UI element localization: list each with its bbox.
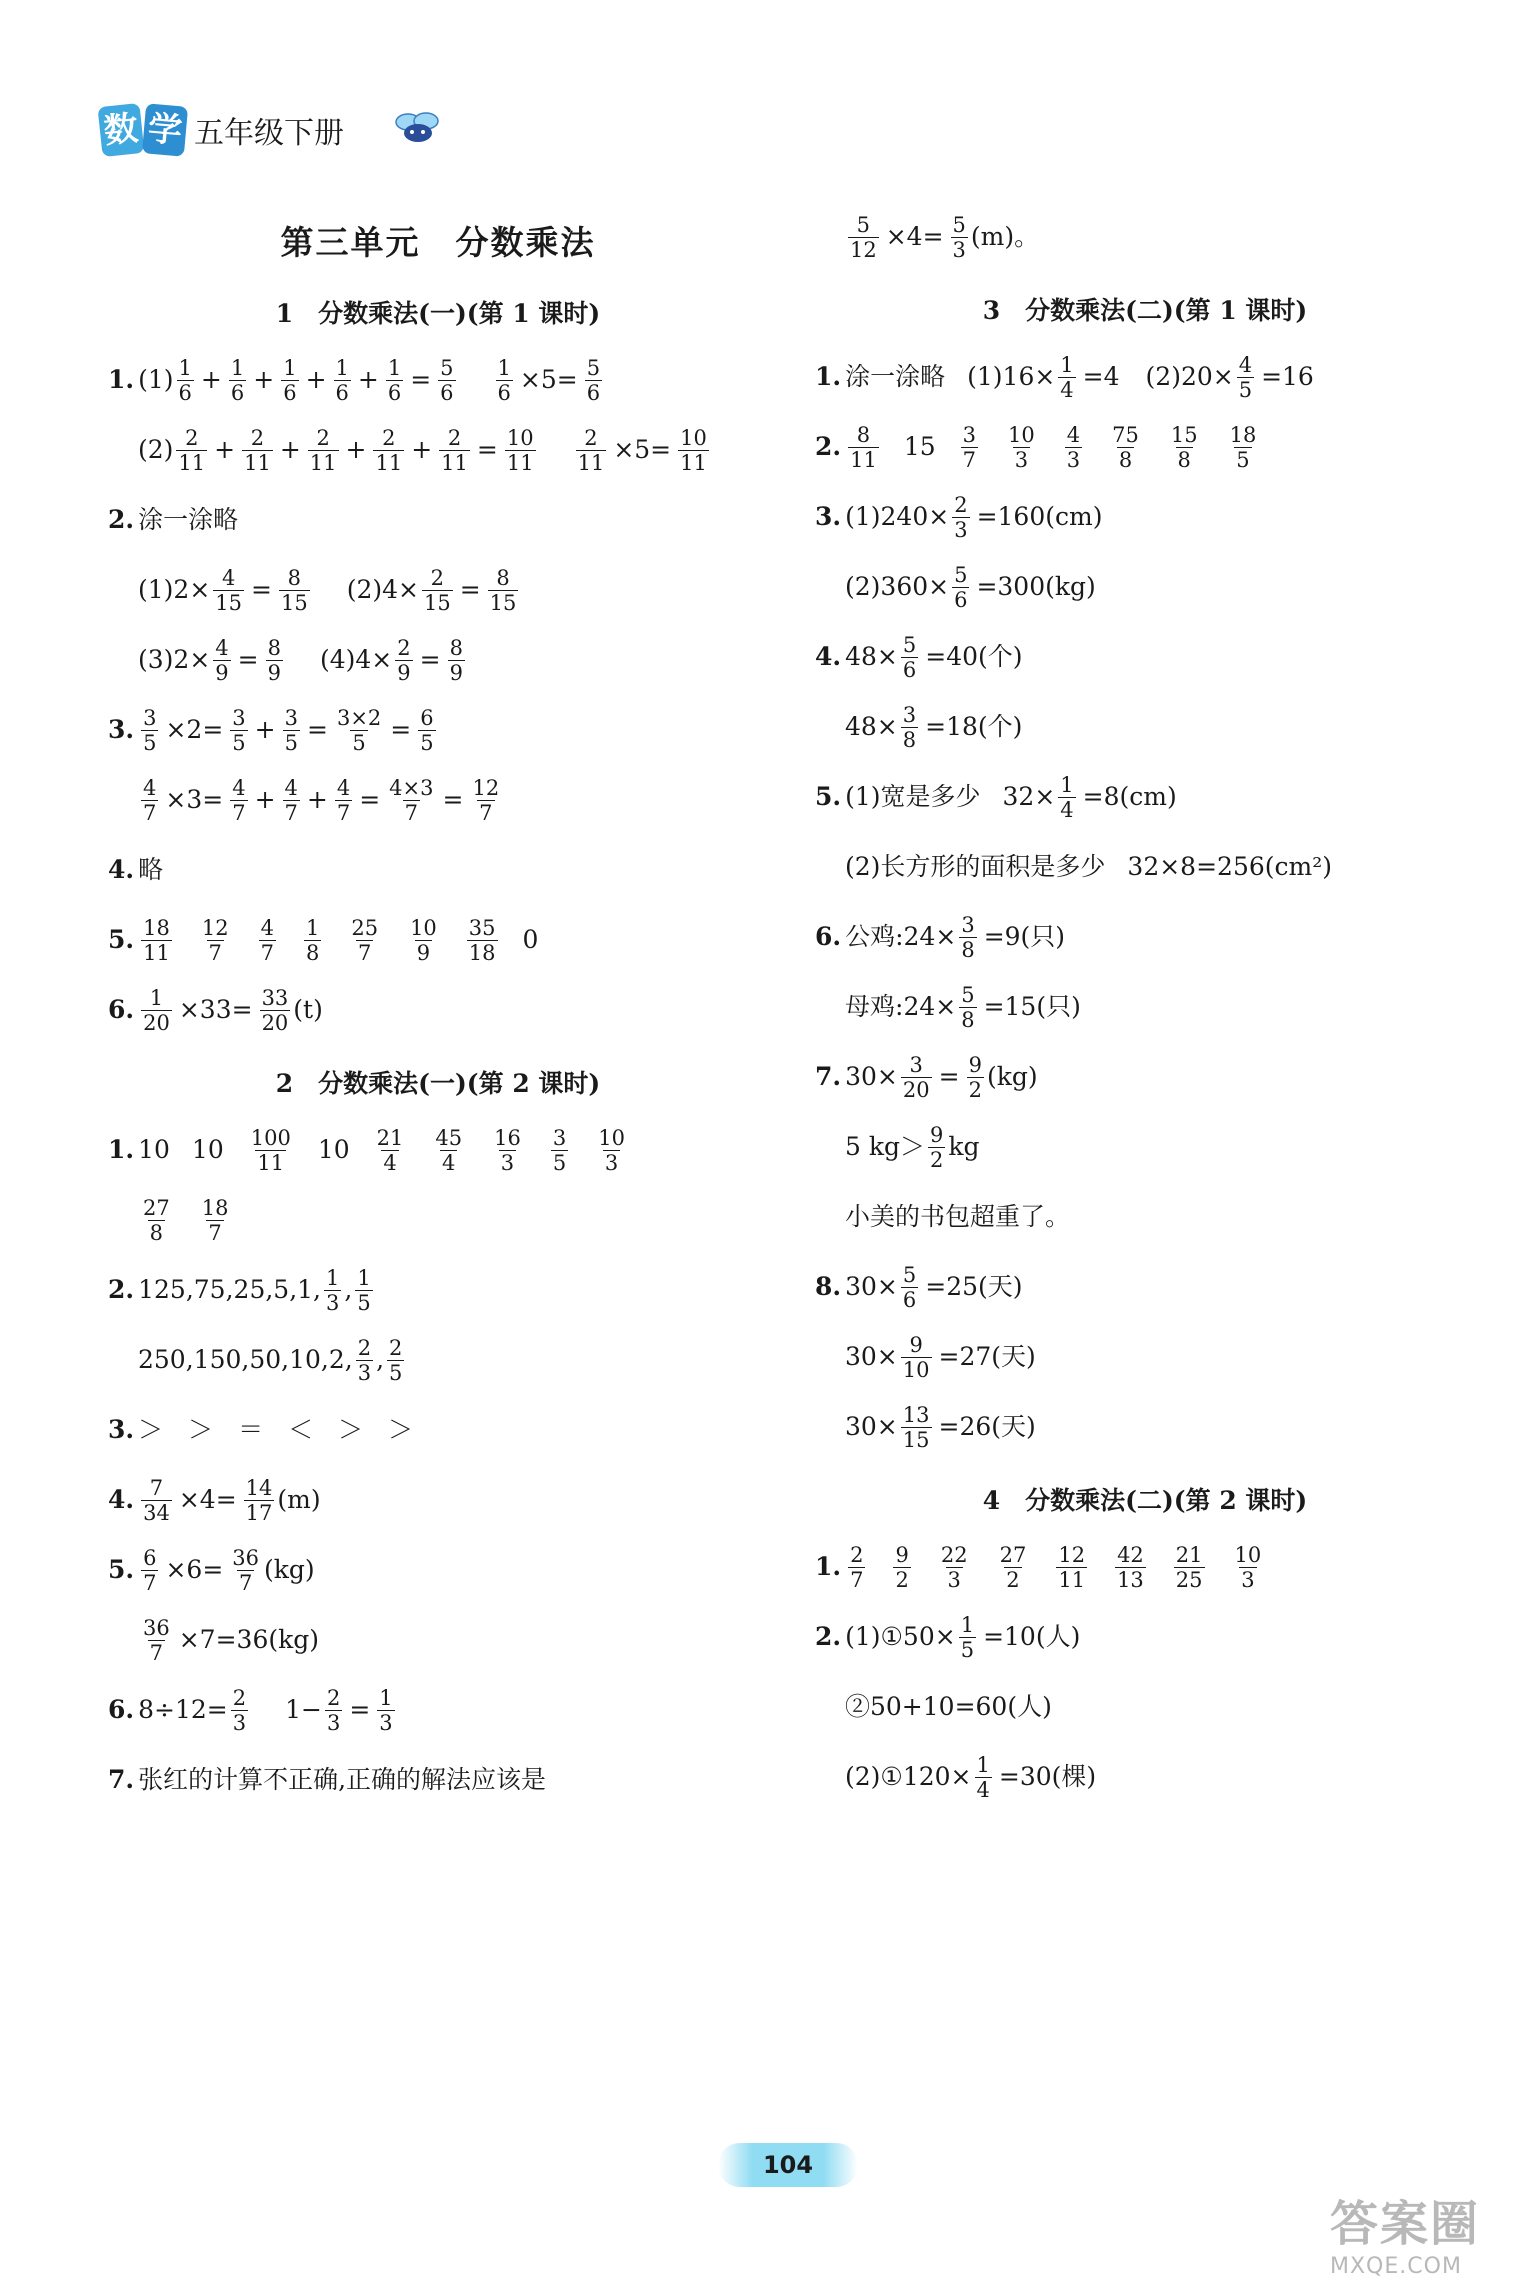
zhanghong-text: 张红的计算不正确,正确的解法应该是 <box>138 1765 547 1794</box>
answer-2-7: 7. 张红的计算不正确,正确的解法应该是 <box>108 1752 768 1808</box>
lesson-title-4: 4 分数乘法(二)(第 2 课时) <box>982 1486 1308 1515</box>
answer-3-7-a: 7. 30× $\frac{3}{20}$ = $\frac{9}{2}$ (kg) <box>815 1052 1038 1102</box>
left-column <box>108 205 768 1822</box>
area-text: (2)长方形的面积是多少 <box>845 852 1106 881</box>
tu-lue-text-2: 涂一涂略 <box>845 362 946 391</box>
answer-2-4: 4. $\frac{7}{34}$ ×4= $\frac{14}{17}$ (m) <box>108 1475 321 1525</box>
answer-2-7-cont: $\frac{5}{12}$ ×4= $\frac{5}{3}$ (m)。 <box>850 212 1040 262</box>
answer-6: 6. $\frac{1}{20}$ ×33= $\frac{33}{20}$ (t) <box>108 985 323 1035</box>
answer-3-1-q: 1. 涂一涂略 (1)16× $\frac{1}{4}$ =4 (2)20× $\frac{4}{5}$ =16 <box>815 352 1314 402</box>
answer-4-2-c: (2)①120× $\frac{1}{4}$ =30(棵) <box>845 1752 1097 1802</box>
brand-char-1: 数 <box>98 103 145 157</box>
answer-3-8-c: 30× $\frac{13}{15}$ =26(天) <box>845 1402 1036 1452</box>
grade-label: 五年级下册 <box>194 116 344 151</box>
answer-2-34: (3)2× $\frac{4}{9}$ = $\frac{8}{9}$ (4)4× $\frac{2}{9}$ = $\frac{8}{9}$ <box>138 635 463 685</box>
page-number: 104 <box>718 2143 858 2187</box>
lesson-title-3: 3 分数乘法(二)(第 1 课时) <box>982 296 1308 325</box>
answer-3-3-b: (2)360× $\frac{5}{6}$ =300(kg) <box>845 562 1096 612</box>
answer-3-3-a: 3. (1)240× $\frac{2}{3}$ =160(cm) <box>815 492 1103 542</box>
answer-4-2-b: ②50+10=60(人) <box>845 1692 1052 1721</box>
watermark-logo: 答案圈 <box>1330 2196 1481 2252</box>
answer-5: 5. 18 11 12 7 4 7 1 8 25 7 10 9 35 18 0 <box>108 915 539 965</box>
answer-2-6: 6. 8÷12= $\frac{2}{3}$ 1− $\frac{2}{3}$ = $\frac{1}{3}$ <box>108 1685 393 1735</box>
tu-lue-text: 涂一涂略 <box>138 505 239 534</box>
lesson-title-2: 2 分数乘法(一)(第 2 课时) <box>275 1069 601 1098</box>
answer-1-1: 1. (1) 1 6 + $\frac{1}{6}$ + $\frac{1}{6}$ + $\frac{1}{6}$ + $\frac{1}{6}$ = $\frac{5}{6}$ $\frac{1}{6}$ ×5= $\frac{5}{6}$ <box>108 355 601 405</box>
answer-4-1: 1. 2 7 9 2 22 3 27 2 12 11 42 13 21 25 10 3 <box>815 1542 1262 1592</box>
answer-2-5-b: $\frac{36}{7}$ ×7=36(kg) <box>143 1615 320 1665</box>
brand-char-2: 学 <box>142 103 188 156</box>
right-column <box>815 195 1475 1819</box>
answer-3-8-b: 30× $\frac{9}{10}$ =27(天) <box>845 1332 1036 1382</box>
answer-3-7-b: 5 kg＞ 9 2 kg <box>845 1122 980 1172</box>
answer-2-2-b: 250,150,50,10,2, 2 3 , 2 5 <box>138 1335 403 1385</box>
answer-2: 2. 涂一涂略 <box>108 492 768 548</box>
answer-3-4-b: 48× $\frac{3}{8}$ =18(个) <box>845 702 1023 752</box>
answer-3-7-c <box>815 1189 1475 1245</box>
hen-text: 母鸡: <box>845 992 904 1021</box>
lesson-title-1: 1 分数乘法(一)(第 1 课时) <box>275 299 601 328</box>
width-text: (1)宽是多少 <box>845 782 981 811</box>
answer-3-6-a: 6. 公鸡: 24× $\frac{3}{8}$ =9(只) <box>815 912 1066 962</box>
overweight-text: 小美的书包超重了。 <box>845 1202 1071 1231</box>
answer-4-2-a: 2. (1)①50× $\frac{1}{5}$ =10(人) <box>815 1612 1081 1662</box>
unit-title: 第三单元 分数乘法 <box>280 223 596 262</box>
book-brand <box>100 95 444 165</box>
answer-2-5-a: 5. $\frac{6}{7}$ ×6= $\frac{36}{7}$ (kg) <box>108 1545 315 1595</box>
answer-3-4-a: 4. 48× $\frac{5}{6}$ =40(个) <box>815 632 1023 682</box>
watermark <box>1330 2185 1480 2279</box>
answer-2-12: (1)2× $\frac{4}{15}$ = $\frac{8}{15}$ (2)4× $\frac{2}{15}$ = $\frac{8}{15}$ <box>138 565 517 615</box>
answer-4: 4. 略 <box>108 842 768 898</box>
answer-3-5-a: 5. (1)宽是多少 32× $\frac{1}{4}$ =8(cm) <box>815 772 1177 822</box>
rooster-text: 公鸡: <box>845 922 904 951</box>
answer-2-2-a: 2. 125,75,25,5,1, 1 3 , 1 5 <box>108 1265 371 1315</box>
lue-text: 略 <box>138 855 164 884</box>
answer-3-6-b: 母鸡: 24× $\frac{5}{8}$ =15(只) <box>845 982 1081 1032</box>
watermark-url: MXQE.COM <box>1330 2254 1462 2279</box>
answer-2-1-a: 1. 10 10 100 11 10 21 4 45 4 16 3 3 5 10 3 <box>108 1125 625 1175</box>
answer-3-8-a: 8. 30× $\frac{5}{6}$ =25(天) <box>815 1262 1023 1312</box>
answer-3-1: 3. $\frac{3}{5}$ ×2= $\frac{3}{5}$ + $\frac{3}{5}$ = $\frac{3\times 2}{5}$ = $\frac{6}{5}$ <box>108 705 434 755</box>
answer-3-2: $\frac{4}{7}$ ×3= $\frac{4}{7}$ + $\frac{4}{7}$ + $\frac{4}{7}$ = $\frac{4\times 3}{7}$ = $\frac{12}{7}$ <box>143 775 500 825</box>
answer-2-3: 3. ＞ ＞ ＝ ＜ ＞ ＞ <box>108 1415 414 1444</box>
answer-1-2: (2) 2 11 + $\frac{2}{11}$ + $\frac{2}{11}$ + $\frac{2}{11}$ + $\frac{2}{11}$ = $\frac{10}{11}$ $\frac{2}{11}$ ×5= $\frac{10}{11}$ <box>138 425 707 475</box>
answer-3-2-q: 2. 8 11 15 3 7 10 3 4 3 75 8 15 8 18 5 <box>815 422 1257 472</box>
answer-3-5-b: (2)长方形的面积是多少 32×8=256(cm²) <box>815 839 1475 895</box>
bee-icon <box>392 110 444 150</box>
answer-2-1-b: 27 8 18 7 <box>143 1195 229 1245</box>
